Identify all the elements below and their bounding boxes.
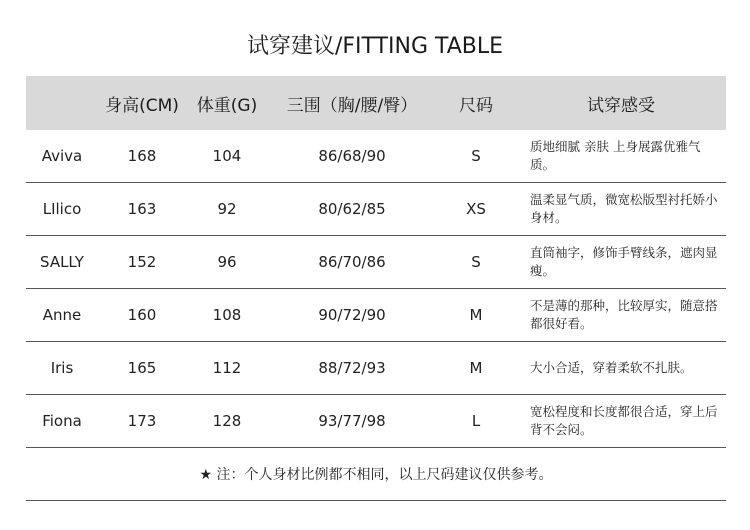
row-fit: 宽松程度和长度都很合适，穿上后背不会闷。 (530, 404, 718, 437)
table-row (26, 236, 726, 289)
row-measurements: 90/72/90 (318, 306, 386, 324)
row-height: 163 (127, 200, 157, 218)
row-height: 165 (127, 359, 157, 377)
row-size: L (471, 412, 481, 430)
row-weight: 128 (212, 412, 242, 430)
row-fit: 质地细腻 亲肤 上身展露优雅气质。 (530, 139, 701, 172)
fitting-table (26, 76, 726, 501)
table-row (26, 395, 726, 448)
row-weight: 108 (212, 306, 242, 324)
row-name: Iris (50, 359, 74, 377)
header-height: 身高(CM) (105, 95, 179, 116)
footnote: ★ 注：个人身材比例都不相同，以上尺码建议仅供参考。 (26, 448, 726, 501)
row-fit: 直筒袖字，修饰手臂线条，遮肉显瘦。 (530, 245, 718, 278)
row-size: XS (466, 200, 486, 218)
row-height: 173 (127, 412, 157, 430)
row-name: SALLY (40, 253, 84, 271)
row-height: 152 (127, 253, 157, 271)
row-fit: 大小合适，穿着柔软不扎肤。 (530, 360, 693, 375)
row-name: Fiona (42, 412, 82, 430)
table-row (26, 130, 726, 183)
header-size: 尺码 (459, 95, 493, 116)
row-size: S (471, 147, 481, 165)
row-measurements: 86/70/86 (318, 253, 386, 271)
row-name: LIlico (42, 200, 82, 218)
row-name: Aviva (41, 147, 83, 165)
row-weight: 112 (212, 359, 242, 377)
row-weight: 104 (212, 147, 242, 165)
row-fit: 不是薄的那种，比较厚实，随意搭都很好看。 (530, 298, 718, 331)
row-measurements: 93/77/98 (318, 412, 386, 430)
row-size: M (469, 306, 483, 324)
header-measurements: 三围（胸/腰/臀） (286, 95, 418, 116)
row-measurements: 86/68/90 (318, 147, 386, 165)
header-fit: 试穿感受 (587, 95, 655, 116)
row-height: 168 (127, 147, 157, 165)
row-fit: 温柔显气质，微宽松版型衬托娇小身材。 (530, 192, 718, 225)
row-measurements: 88/72/93 (318, 359, 386, 377)
table-row (26, 289, 726, 342)
row-weight: 92 (217, 200, 237, 218)
header-weight: 体重(G) (196, 95, 258, 116)
table-row (26, 183, 726, 236)
page-title: 试穿建议/FITTING TABLE (246, 34, 504, 59)
row-size: S (471, 253, 481, 271)
row-weight: 96 (217, 253, 237, 271)
row-measurements: 80/62/85 (318, 200, 386, 218)
row-name: Anne (42, 306, 82, 324)
table-row (26, 342, 726, 395)
row-height: 160 (127, 306, 157, 324)
table-header (26, 76, 726, 130)
row-size: M (469, 359, 483, 377)
